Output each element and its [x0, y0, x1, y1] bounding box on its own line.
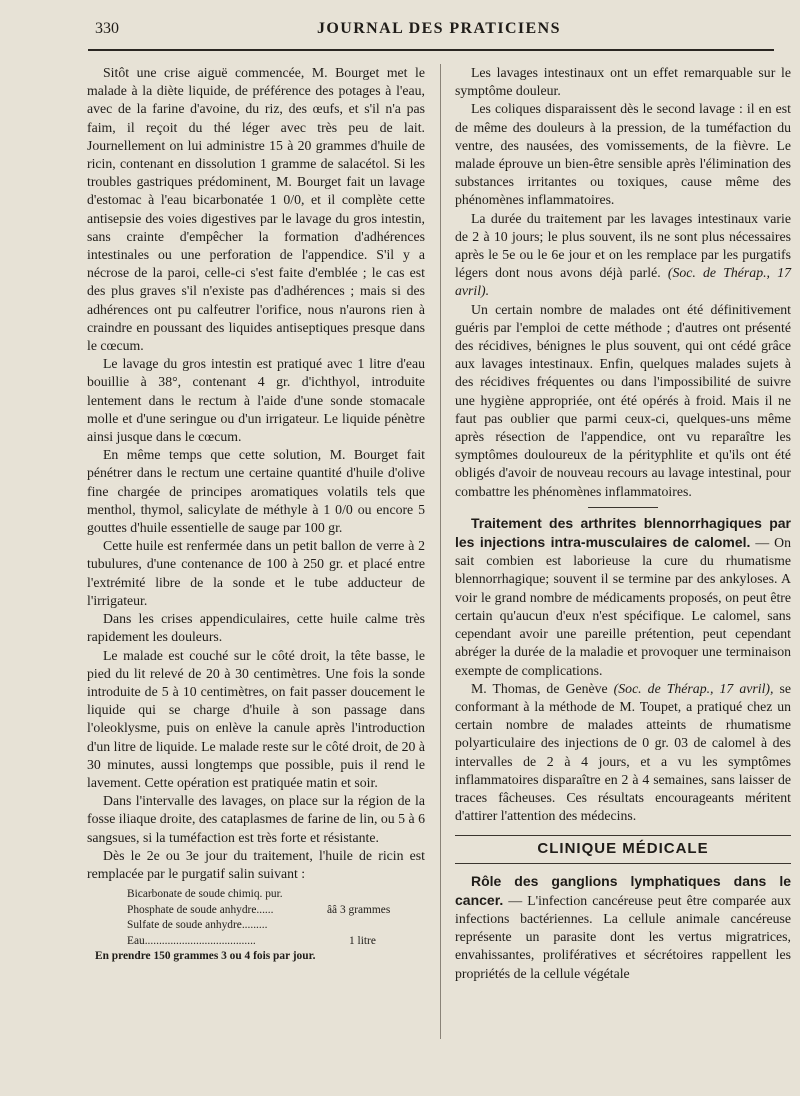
article-text: M. Thomas, de Genève: [471, 680, 608, 696]
paragraph: Dans l'intervalle des lavages, on place sur la région de la fosse iliaque droite, des cataplasmes de farine de lin, ou 5 à 6 sangsues, si la tuméfaction est très forte et résistante.: [87, 793, 425, 845]
formula-water-quantity: 1 litre: [349, 934, 376, 947]
paragraph: Un certain nombre de malades ont été définitivement guéris par l'emploi de cette méthode ; d'autres ont présenté des récidives, bénignes le plus souvent, qui ont cédé grâce aux lavages intestinaux. Enfin, quelques malades sujets à des récidives fréquentes ou dans l'impossibilité de suivre une hygiène appropriée, ont été opérés à froid. Mais il ne faut pas oublier que parmi ceux-ci, quelques-uns même après résection de l'appendice, ont vu reparaître les symptômes douloureux de la pérityphlite et qu'ils ont été obligés d'avoir de nouveau recours au lavage intestinal, pour combattre les phénomènes inflammatoires.: [455, 301, 791, 499]
formula-row: [87, 934, 425, 950]
right-column: [440, 64, 791, 1039]
article-paragraph: [455, 680, 791, 826]
article-paragraph: [455, 514, 791, 680]
formula-row: [87, 918, 425, 934]
paragraph: En même temps que cette solution, M. Bourget fait pénétrer dans le rectum une certaine quantité d'huile d'olive fine chargée de principes aromatiques volatils tels que menthol, thymol, salicylate de méthyle à 1 0/0 ou encore 5 gouttes d'huile essentielle de sauge par 100 gr.: [87, 447, 425, 536]
article-text: se conformant à la méthode de M. Toupet, a pratiqué chez un certain nombre de malades atteints de rhumatisme polyarticulaire des injections de 0 gr. 03 de calomel à des intervalles de 2 à 4 jours, et a vu les symptômes inflammatoires disparaître en 2 à 4 semaines, sans laisser de traces fâcheuses. Ces résultats encourageants méritent d'attirer l'attention des médecins.: [455, 680, 792, 824]
citation: (Soc. de Thérap., 17 avril).: [455, 265, 791, 299]
header-rule: [88, 49, 774, 51]
article-paragraph: [455, 872, 791, 983]
article-title: Rôle des ganglions lymphatiques dans le cancer.: [455, 872, 791, 908]
formula-water: Eau.......................................: [127, 934, 256, 947]
paragraph-text: La durée du traitement par les lavages intestinaux varie de 2 à 10 jours; le plus souvent, ils ne sont plus nécessaires après le 5e ou le 6e jour et on les remplace par les purgatifs légers dont nous avons déjà parlé.: [455, 210, 791, 281]
formula-shared-quantity: ââ 3 grammes: [327, 903, 391, 916]
purgative-formula: [87, 887, 425, 965]
formula-dosage-note: En prendre 150 grammes 3 ou 4 fois par jour.: [95, 950, 316, 963]
formula-row: [87, 903, 425, 919]
paragraph: Dans les crises appendiculaires, cette huile calme très rapidement les douleurs.: [87, 611, 425, 645]
paragraph: Les lavages intestinaux ont un effet remarquable sur le symptôme douleur.: [455, 65, 791, 99]
paragraph: Cette huile est renfermée dans un petit ballon de verre à 2 tubulures, d'une contenance de 100 à 250 gr. et placé entre l'extrémité libre de la sonde et le tube adducteur de l'irrigateur.: [87, 538, 425, 608]
article-text: — L'infection cancéreuse peut être comparée aux infections bactériennes. La cellule animale cancéreuse représente un parasite dont les vertus migratrices, envahissantes, prolifératives et sécrétoires rappellent les propriétés de la cellule végétale: [455, 892, 791, 981]
formula-row: [87, 887, 425, 903]
paragraph: [455, 210, 791, 301]
section-rule: [455, 863, 791, 864]
formula-ingredient: Bicarbonate de soude chimiq. pur.: [127, 888, 283, 901]
left-column: [87, 64, 425, 965]
page-header: [95, 20, 775, 48]
paragraph: Sitôt une crise aiguë commencée, M. Bourget met le malade à la diète liquide, de préférence des potages à l'eau, avec de la farine d'avoine, du riz, des œufs, et s'il n'a pas faim, il reçoit du thé léger avec très peu de lait. Journellement on lui administre 15 à 20 grammes d'huile de ricin, contenant en dissolution 1 gramme de salacétol. Si les troubles gastriques prédominent, M. Bourget fait un lavage d'estomac à l'eau bicarbonatée 1 0/0, et il complète cette antisepsie des voies digestives par le lavage du gros intestin, sans crainte d'empêcher la formation d'adhérences intestinales ou une perforation de l'appendice. S'il y a nécrose de la paroi, celle-ci s'est faite d'emblée ; le cas est des plus graves s'il n'existe pas d'adhérences ; mais si des adhérences ont pu calfeutrer l'orifice, nous n'aurons rien à craindre en poussant des liquides antiseptiques presque dans le cœcum.: [87, 65, 425, 354]
article-separator: [588, 507, 658, 508]
section-title: CLINIQUE MÉDICALE: [537, 840, 709, 858]
citation: (Soc. de Thérap., 17 avril),: [613, 680, 774, 696]
paragraph: Dès le 2e ou 3e jour du traitement, l'huile de ricin est remplacée par le purgatif salin suivant :: [87, 847, 425, 881]
formula-ingredient: Sulfate de soude anhydre.........: [127, 919, 268, 932]
paragraph: Le malade est couché sur le côté droit, la tête basse, le pied du lit relevé de 20 à 30 centimètres. Une fois la sonde introduite de 5 à 10 centimètres, on fait passer doucement le liquide qui se charge d'huile à son passage dans l'oleoklysme, puis on enlève la canule après l'introduction d'un litre de liquide. Le malade reste sur le côté droit, de 20 à 30 minutes, aussi longtemps que possible, puis il rend le lavement. Cette opération est pratiquée matin et soir.: [87, 647, 425, 790]
paragraph: Les coliques disparaissent dès le second lavage : il en est de même des douleurs à la pression, de la tuméfaction du ventre, des nausées, des vomissements, de la fièvre. Le malade éprouve un bien-être sensible après l'élimination des substances irritantes ou toxiques, cause même des phénomènes inflammatoires.: [455, 101, 791, 208]
journal-title: JOURNAL DES PRATICIENS: [317, 20, 561, 37]
paragraph: Le lavage du gros intestin est pratiqué avec 1 litre d'eau bouillie à 38°, contenant 4 gr. d'ichthyol, introduite lentement dans le rectum à l'aide d'une sonde stomacale molle et d'une seringue ou d'un irrigateur. Le liquide pénètre ainsi jusque dans le cœcum.: [87, 356, 425, 445]
article-text: — On sait combien est laborieuse la cure du rhumatisme blennorrhagique; souvent il se termine par des ankyloses. A voir le grand nombre de médicaments proposés, on peut être certain qu'aucun d'eux n'est spécifique. Le calomel, sans cependant avoir une pareille prétention, peut cependant abréger la durée de la maladie et provoquer une terminaison exempte de complications.: [455, 535, 791, 678]
section-rule: [455, 835, 791, 836]
formula-ingredient: Phosphate de soude anhydre......: [127, 903, 274, 916]
article-title: Traitement des arthrites blennorrhagiques par les injections intra-musculaires de calomel.: [455, 514, 791, 551]
page-number: 330: [95, 20, 119, 37]
